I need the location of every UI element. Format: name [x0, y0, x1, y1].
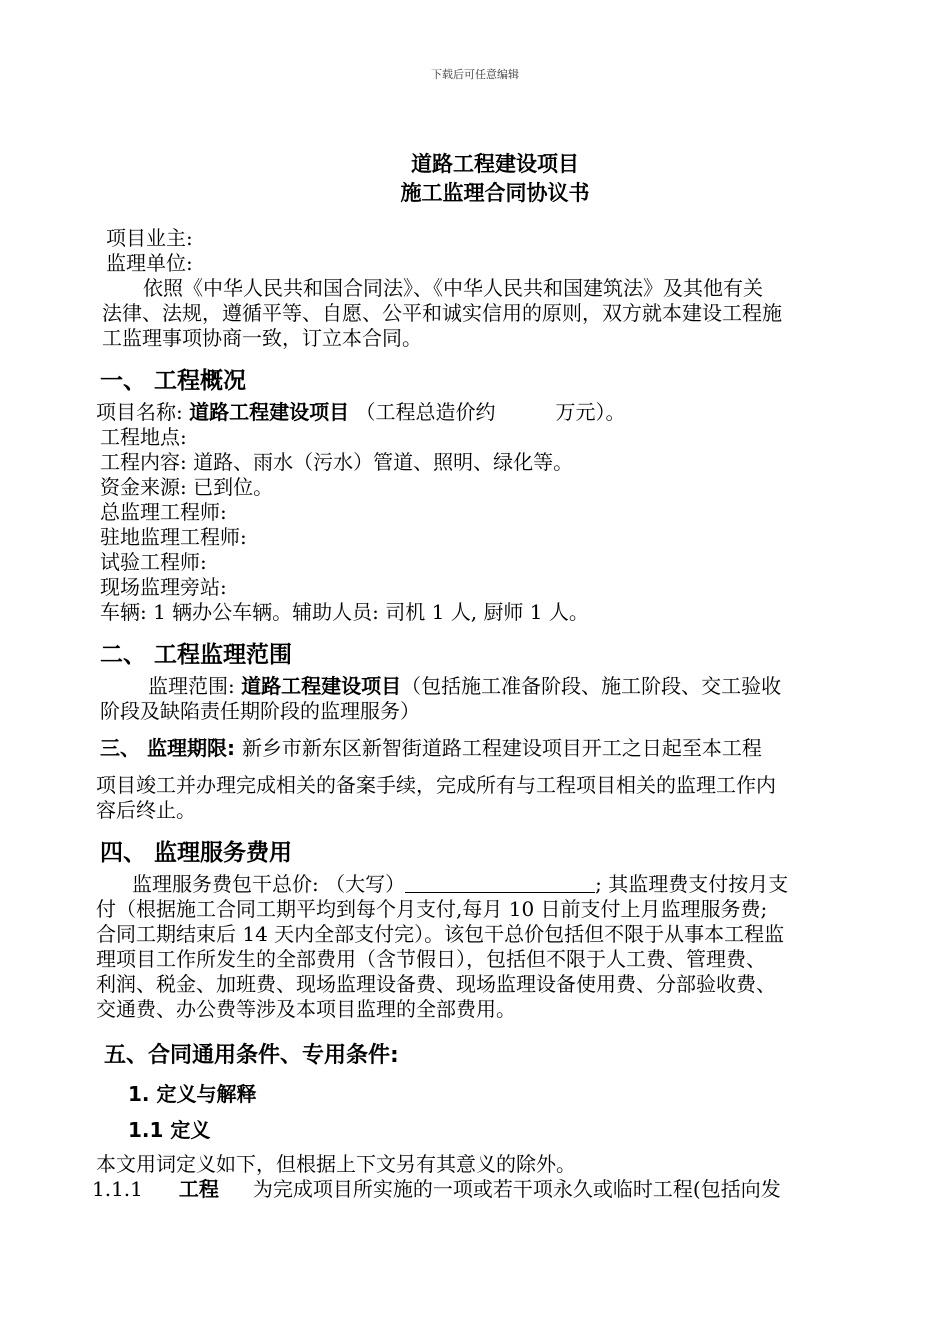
item-number: 1.1.1	[92, 1177, 143, 1201]
project-content: 工程内容: 道路、雨水（污水）管道、照明、绿化等。	[100, 450, 574, 474]
section3-row	[100, 735, 762, 761]
fee-line1	[132, 871, 788, 897]
scope-description: （包括施工准备阶段、施工阶段、交工验收	[401, 674, 782, 698]
intro-line3: 工监理事项协商一致，订立本合同。	[102, 326, 422, 350]
definition-subheading: 1.1 定义	[128, 1118, 211, 1142]
document-title-line2: 施工监理合同协议书	[400, 180, 590, 205]
item-text: 为完成项目所实施的一项或若干项永久或临时工程(包括向发	[252, 1177, 781, 1201]
scope-row	[148, 673, 781, 699]
document-title-line1: 道路工程建设项目	[411, 151, 579, 176]
fee-line5: 利润、税金、加班费、现场监理设备费、现场监理设备使用费、分部验收费、	[96, 972, 776, 996]
term-line3: 容后终止。	[96, 798, 196, 822]
fee-line4: 理项目工作所发生的全部费用（含节假日），包括但不限于人工费、管理费、	[96, 947, 766, 971]
supervisor-label: 监理单位:	[106, 251, 193, 275]
fee-payment-text: ; 其监理费支付按月支	[595, 872, 789, 896]
fee-line6: 交通费、办公费等涉及本项目监理的全部费用。	[96, 997, 516, 1021]
project-cost-unit: 万元）。	[555, 400, 626, 424]
definition-intro: 本文用词定义如下，但根据上下文另有其意义的除外。	[96, 1152, 576, 1176]
section3-heading: 三、 监理期限:	[100, 736, 242, 760]
fee-line3: 合同工期结束后 14 天内全部支付完）。该包干总价包括但不限于从事本工程监	[96, 922, 785, 946]
project-funding: 资金来源: 已到位。	[100, 475, 274, 499]
section1-heading: 一、 工程概况	[100, 368, 247, 394]
item-term: 工程	[178, 1177, 219, 1201]
project-name-row	[96, 399, 625, 425]
fee-total-label: 监理服务费包干总价: （大写）	[132, 872, 406, 896]
scope-line2: 阶段及缺陷责任期阶段的监理服务）	[100, 699, 420, 723]
scope-label: 监理范围:	[148, 674, 242, 698]
term-line1: 新乡市新东区新智街道路工程建设项目开工之日起至本工程	[241, 736, 762, 760]
project-location: 工程地点:	[100, 425, 187, 449]
page-header-note: 下载后可任意编辑	[431, 68, 519, 81]
definition-item-1-1-1	[92, 1176, 781, 1202]
project-cost-label: （工程总造价约	[349, 400, 496, 424]
project-name-label: 项目名称:	[96, 400, 190, 424]
vehicles-staff: 车辆: 1 辆办公车辆。辅助人员: 司机 1 人, 厨师 1 人。	[100, 600, 589, 624]
fee-line2: 付（根据施工合同工期平均到每个月支付,每月 10 日前支付上月监理服务费;	[96, 897, 768, 921]
term-line2: 项目竣工并办理完成相关的备案手续，完成所有与工程项目相关的监理工作内	[96, 773, 776, 797]
intro-line2: 法律、法规，遵循平等、自愿、公平和诚实信用的原则，双方就本建设工程施	[102, 301, 782, 325]
resident-engineer: 驻地监理工程师:	[100, 525, 247, 549]
intro-line1: 依照《中华人民共和国合同法》、《中华人民共和国建筑法》及其他有关	[143, 276, 763, 300]
section2-heading: 二、 工程监理范围	[100, 642, 293, 668]
chief-engineer: 总监理工程师:	[100, 500, 227, 524]
scope-project-name: 道路工程建设项目	[241, 674, 402, 698]
fee-amount-blank	[405, 874, 595, 893]
test-engineer: 试验工程师:	[100, 550, 207, 574]
section4-heading: 四、 监理服务费用	[100, 840, 293, 866]
owner-label: 项目业主:	[106, 226, 193, 250]
section5-heading: 五、合同通用条件、专用条件:	[104, 1043, 399, 1068]
definitions-heading: 1. 定义与解释	[128, 1082, 257, 1106]
site-supervisor: 现场监理旁站:	[100, 575, 227, 599]
project-name-value: 道路工程建设项目	[189, 400, 350, 424]
